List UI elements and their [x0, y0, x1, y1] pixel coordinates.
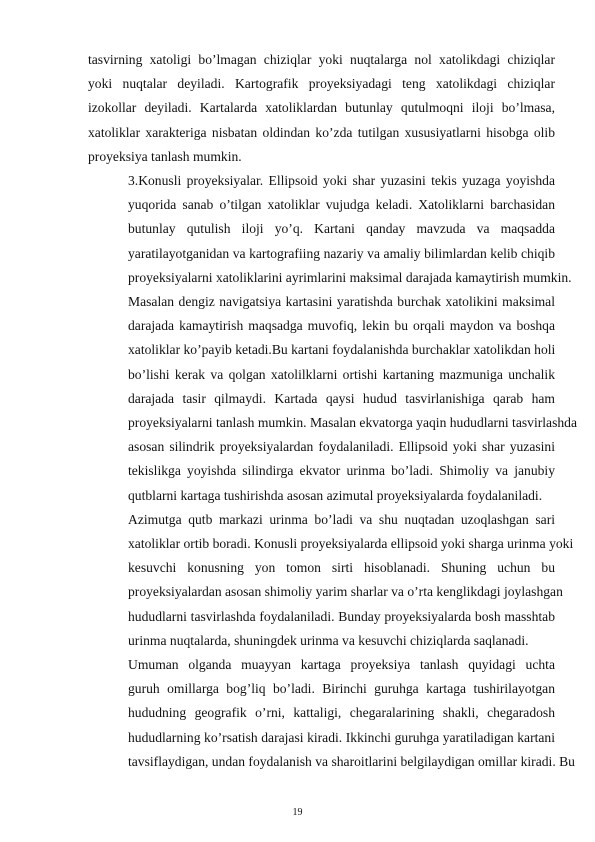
- text-line: proyeksiyalarni tanlash mumkin. Masalan ekvatorga yaqin hududlarni tasvirlashda: [128, 415, 577, 431]
- text-line: asosan silindrik proyeksiyalardan foydalaniladi. Ellipsoid yoki shar yuzasini: [128, 439, 555, 455]
- text-line: proyeksiya tanlash mumkin.: [88, 148, 242, 164]
- text-line: Azimutga qutb markazi urinma bo’ladi va shu nuqtadan uzoqlashgan sari: [128, 511, 555, 527]
- paragraph: [88, 653, 575, 774]
- text-line: bo’lishi kerak va qolgan xatolilklarni ortishi kartaning mazmuniga unchalik: [128, 366, 555, 382]
- text-line: hududning geografik o’rni, kattaligi, chegaralarining shakli, chegaradosh: [128, 705, 555, 721]
- text-line: urinma nuqtalarda, shuningdek urinma va kesuvchi chiziqlarda saqlanadi.: [128, 632, 529, 648]
- text-line: yoki nuqtalar deyiladi. Kartografik proyeksiyadagi teng xatolikdagi chiziqlar: [88, 76, 555, 92]
- text-line: proyeksiyalarni xatoliklarini ayrimlarini maksimal darajada kamaytirish mumkin.: [128, 269, 572, 285]
- text-line: 3.Konusli proyeksiyalar. Ellipsoid yoki shar yuzasini tekis yuzaga yoyishda: [128, 173, 555, 189]
- page-number: 19: [292, 807, 303, 818]
- text-line: xatoliklar ortib boradi. Konusli proyeksiyalarda ellipsoid yoki sharga urinma yoki: [128, 536, 574, 552]
- text-line: qutblarni kartaga tushirishda asosan azimutal proyeksiyalarda foydalaniladi.: [128, 487, 543, 503]
- text-line: darajada kamaytirish maqsadga muvofiq, lekin bu orqali maydon va boshqa: [128, 318, 555, 334]
- document-page: [88, 48, 577, 774]
- text-line: Masalan dengiz navigatsiya kartasini yaratishda burchak xatolikini maksimal: [128, 294, 555, 310]
- text-line: hududlarni tasvirlashda foydalaniladi. Bunday proyeksiyalarda bosh masshtab: [128, 608, 555, 624]
- text-line: guruh omillarga bog’liq bo’ladi. Birinchi guruhga kartaga tushirilayotgan: [128, 681, 555, 697]
- text-line: Umuman olganda muayyan kartaga proyeksiya tanlash quyidagi uchta: [128, 657, 555, 673]
- paragraph: [88, 508, 574, 653]
- text-line: butunlay qutulish iloji yo’q. Kartani qanday mavzuda va maqsadda: [128, 221, 555, 237]
- text-line: tasvirning xatoligi bo’lmagan chiziqlar yoki nuqtalarga nol xatolikdagi chiziqlar: [88, 52, 555, 67]
- text-line: izokollar deyiladi. Kartalarda xatoliklardan butunlay qutulmoqni iloji bo’lmasa,: [88, 100, 555, 116]
- text-line: darajada tasir qilmaydi. Kartada qaysi hudud tasvirlanishiga qarab ham: [128, 390, 555, 406]
- text-line: xatoliklar xarakteriga nisbatan oldindan ko’zda tutilgan xususiyatlarni hisobga olib: [88, 124, 555, 140]
- text-line: kesuvchi konusning yon tomon sirti hisoblanadi. Shuning uchun bu: [128, 560, 555, 576]
- paragraph: [88, 169, 577, 508]
- paragraph: [88, 48, 555, 169]
- text-line: yaratilayotganidan va kartografiing nazariy va amaliy bilimlardan kelib chiqib: [128, 245, 555, 261]
- text-line: tekislikga yoyishda silindirga ekvator urinma bo’ladi. Shimoliy va janubiy: [128, 463, 555, 479]
- text-line: xatoliklar ko’payib ketadi.Bu kartani foydalanishda burchaklar xatolikdan holi: [128, 342, 556, 358]
- text-line: proyeksiyalardan asosan shimoliy yarim sharlar va o’rta kenglikdagi joylashgan: [128, 584, 563, 600]
- text-line: yuqorida sanab o’tilgan xatoliklar vujudga keladi. Xatoliklarni barchasidan: [128, 197, 555, 213]
- text-line: tavsiflaydigan, undan foydalanish va sharoitlarini belgilaydigan omillar kiradi. Bu: [128, 753, 575, 769]
- text-line: hududlarning ko’rsatish darajasi kiradi. Ikkinchi guruhga yaratiladigan kartani: [128, 729, 555, 745]
